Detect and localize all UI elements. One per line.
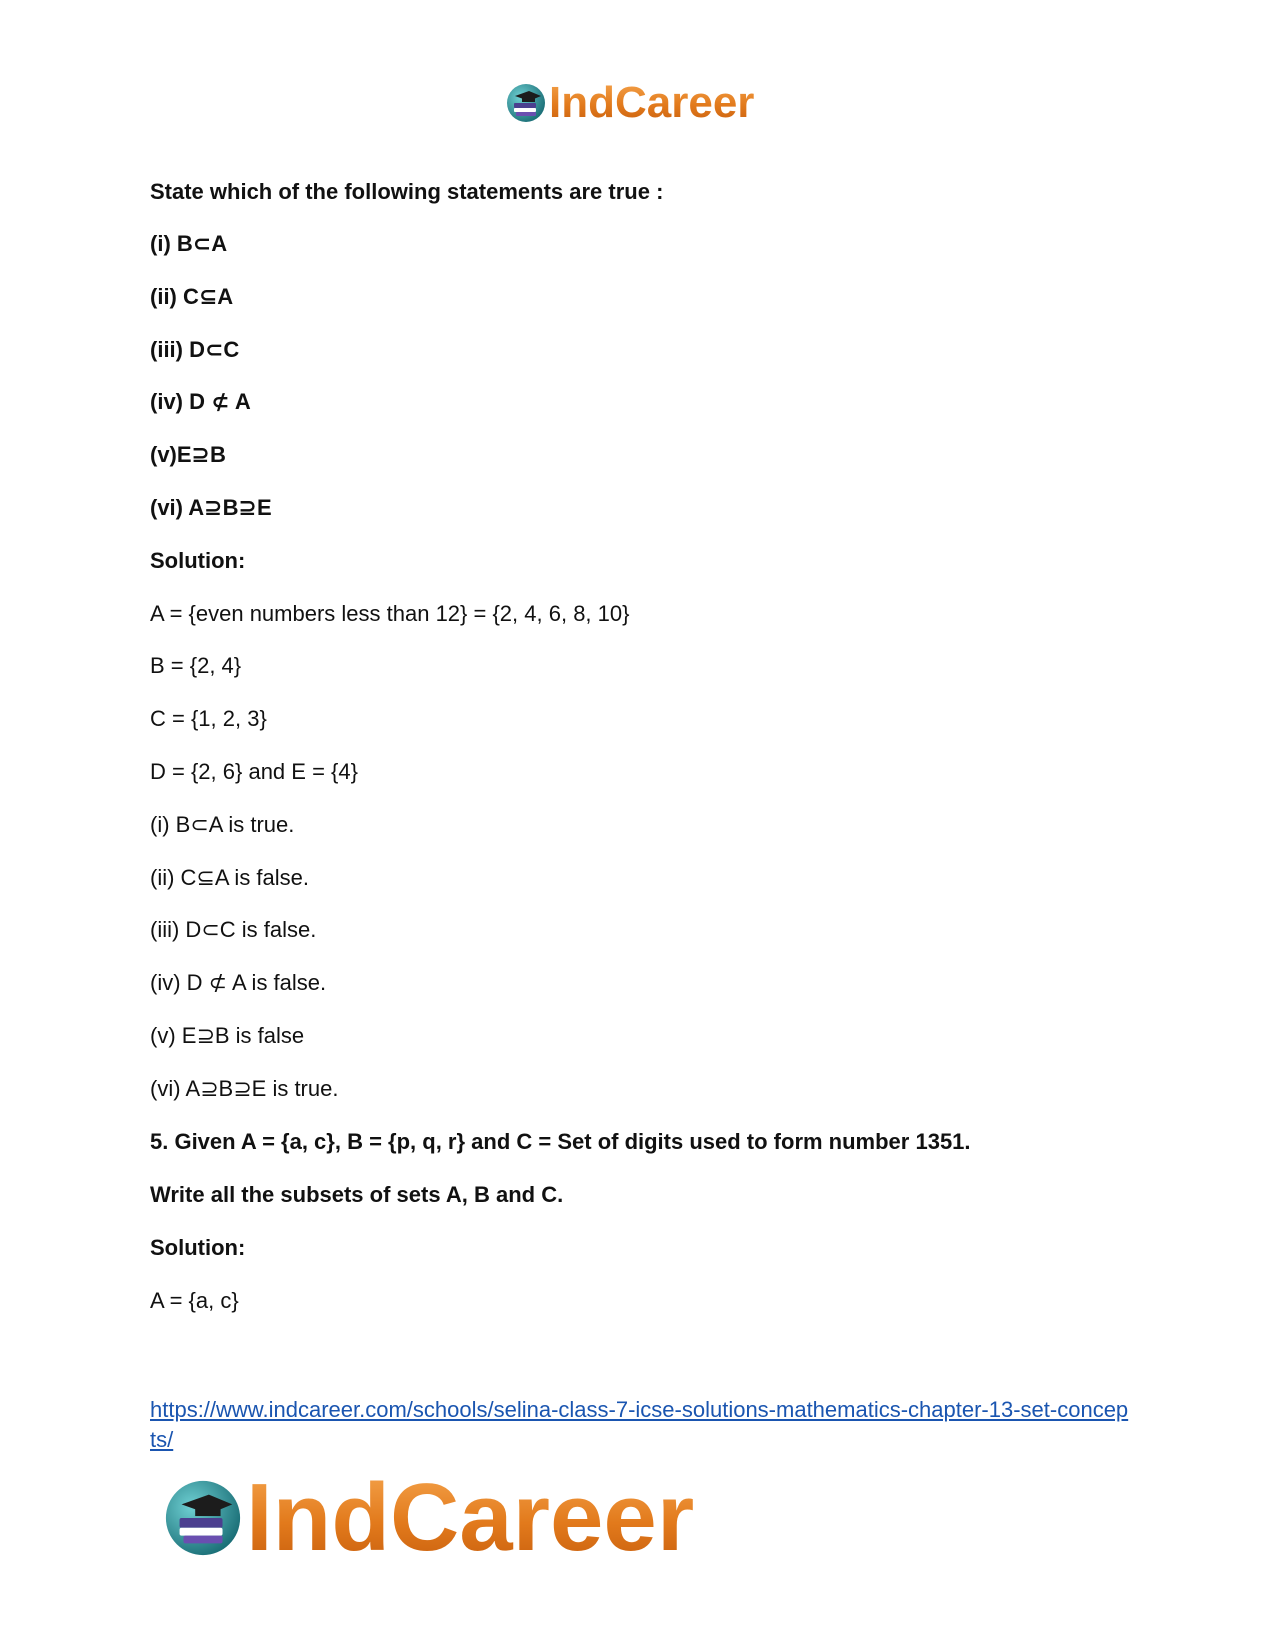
question-prompt: State which of the following statements are true : — [150, 179, 664, 204]
answer-iii: (iii) D⊂C is false. — [150, 917, 317, 942]
answer-v: (v) E⊇B is false — [150, 1023, 305, 1048]
answer-ii: (ii) C⊆A is false. — [150, 865, 310, 890]
statement-vi: (vi) A⊇B⊇E — [150, 495, 272, 520]
header-logo — [505, 80, 754, 126]
set-b-definition: B = {2, 4} — [150, 653, 242, 678]
question-5: 5. Given A = {a, c}, B = {p, q, r} and C = Set of digits used to form number 1351. — [150, 1129, 971, 1154]
statement-i: (i) B⊂A — [150, 231, 228, 256]
set-a-definition: A = {even numbers less than 12} = {2, 4, 6, 8, 10} — [150, 601, 630, 626]
solution-heading-2: Solution: — [150, 1235, 246, 1260]
answer-vi: (vi) A⊇B⊇E is true. — [150, 1076, 339, 1101]
set-d-e-definition: D = {2, 6} and E = {4} — [150, 759, 358, 784]
answer-iv: (iv) D ⊄ A is false. — [150, 970, 327, 995]
set-c-definition: C = {1, 2, 3} — [150, 706, 267, 731]
source-url-link[interactable]: https://www.indcareer.com/schools/selina-class-7-icse-solutions-mathematics-chapter-13-set-concepts/ — [150, 1397, 1129, 1452]
set-a-answer: A = {a, c} — [150, 1288, 239, 1313]
statement-ii: (ii) C⊆A — [150, 284, 234, 309]
solution-heading: Solution: — [150, 548, 246, 573]
statement-v: (v)E⊇B — [150, 442, 226, 467]
graduation-cap-books-globe-icon — [162, 1477, 244, 1559]
footer-logo — [162, 1464, 695, 1571]
question-5-instruction: Write all the subsets of sets A, B and C. — [150, 1182, 564, 1207]
statement-iii: (iii) D⊂C — [150, 337, 240, 362]
logo-wordmark: IndCareer — [549, 78, 755, 127]
logo-wordmark: IndCareer — [246, 1464, 695, 1571]
graduation-cap-books-globe-icon — [505, 82, 547, 124]
answer-i: (i) B⊂A is true. — [150, 812, 295, 837]
statement-iv: (iv) D ⊄ A — [150, 389, 251, 414]
